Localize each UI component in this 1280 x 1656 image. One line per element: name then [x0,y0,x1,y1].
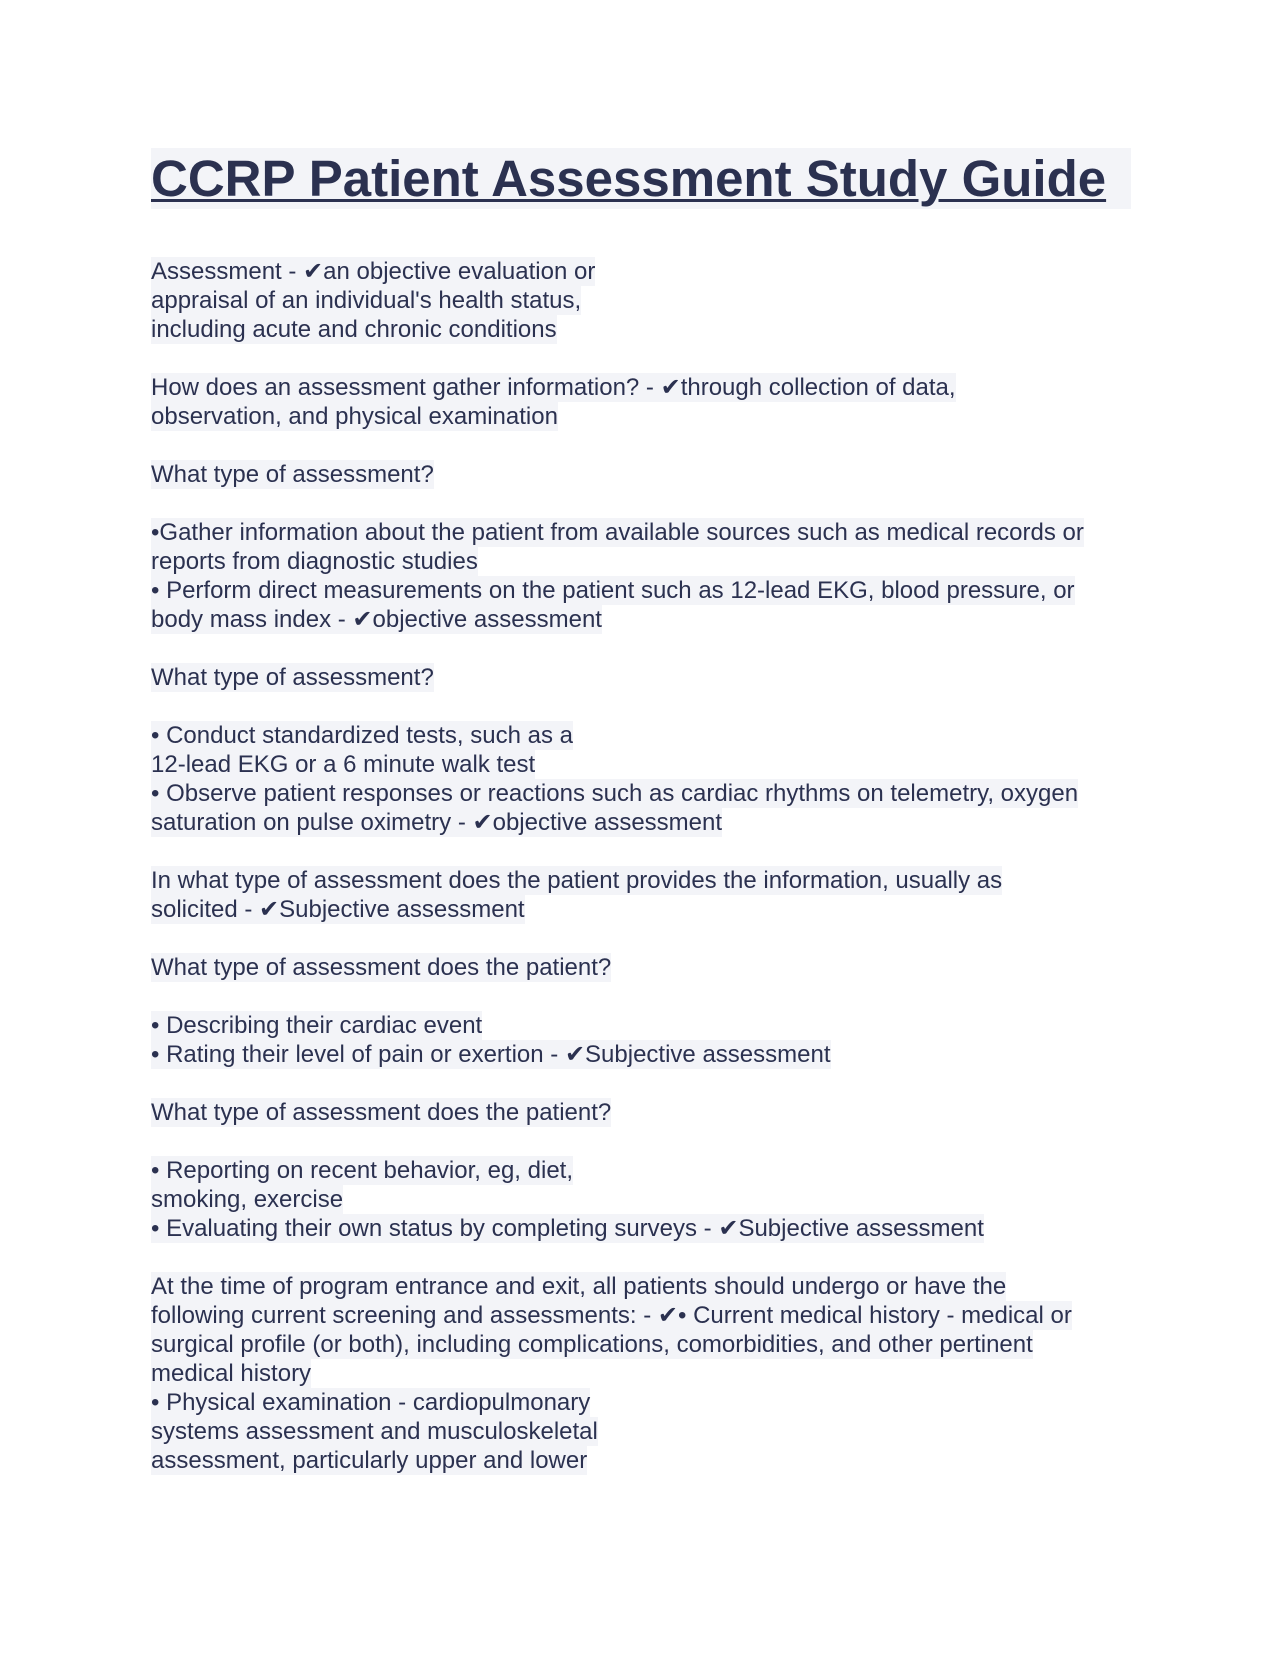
text-block [151,1011,1131,1069]
page-title: CCRP Patient Assessment Study Guide [151,150,1107,207]
text-line: What type of assessment? [151,664,434,691]
text-line: What type of assessment does the patient? [151,1099,612,1126]
text-line: 12-lead EKG or a 6 minute walk test [151,751,536,778]
text-line: • Conduct standardized tests, such as a [151,722,573,749]
text-block [151,1098,1131,1127]
text-block [151,953,1131,982]
text-line: smoking, exercise [151,1186,344,1213]
title-highlight [151,148,1131,209]
text-line: • Rating their level of pain or exertion - ✔Subjective assessment [151,1041,831,1068]
text-line: solicited - ✔Subjective assessment [151,896,525,923]
text-block [151,518,1131,634]
text-line: • Perform direct measurements on the patient such as 12-lead EKG, blood pressure, or [151,577,1075,604]
text-block [151,663,1131,692]
text-block [151,1156,1131,1243]
text-line: systems assessment and musculoskeletal [151,1418,598,1445]
text-line: following current screening and assessments: - ✔• Current medical history - medical or [151,1302,1072,1329]
text-line: body mass index - ✔objective assessment [151,606,602,633]
text-line: appraisal of an individual's health status, [151,287,582,314]
text-line: observation, and physical examination [151,403,558,430]
text-line: medical history [151,1360,312,1387]
text-line: •Gather information about the patient from available sources such as medical records or [151,519,1084,546]
text-line: saturation on pulse oximetry - ✔objective assessment [151,809,723,836]
text-line: What type of assessment? [151,461,434,488]
text-line: • Reporting on recent behavior, eg, diet, [151,1157,574,1184]
text-line: reports from diagnostic studies [151,548,478,575]
text-block [151,866,1131,924]
text-block [151,257,1131,344]
text-block [151,1272,1131,1475]
text-line: How does an assessment gather information? - ✔through collection of data, [151,374,956,401]
text-line: What type of assessment does the patient? [151,954,612,981]
text-block [151,373,1131,431]
text-line: assessment, particularly upper and lower [151,1447,588,1474]
text-line: Assessment - ✔an objective evaluation or [151,258,596,285]
text-block [151,460,1131,489]
text-line: • Physical examination - cardiopulmonary [151,1389,591,1416]
text-line: surgical profile (or both), including complications, comorbidities, and other pertinent [151,1331,1033,1358]
document-page [151,148,1131,1504]
text-block [151,721,1131,837]
text-line: In what type of assessment does the patient provides the information, usually as [151,867,1003,894]
document-content [151,257,1131,1475]
text-line: • Observe patient responses or reactions such as cardiac rhythms on telemetry, oxygen [151,780,1079,807]
text-line: including acute and chronic conditions [151,316,557,343]
text-line: At the time of program entrance and exit, all patients should undergo or have the [151,1273,1007,1300]
text-line: • Evaluating their own status by completing surveys - ✔Subjective assessment [151,1215,984,1242]
text-line: • Describing their cardiac event [151,1012,483,1039]
